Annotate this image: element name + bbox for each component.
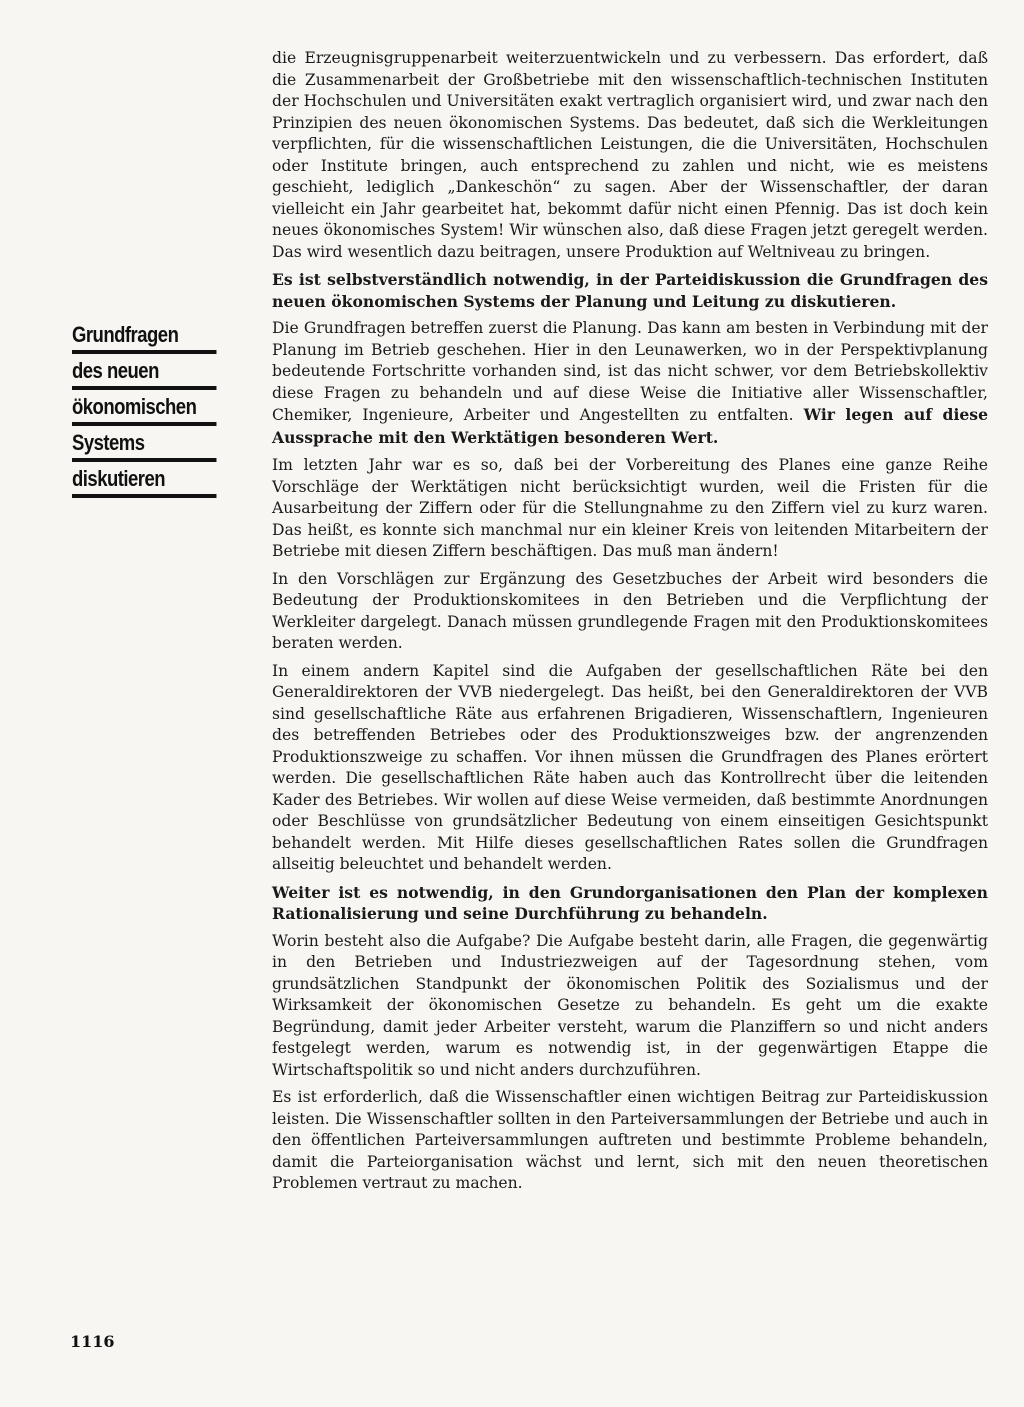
paragraph-2-emphasis: Wir legen auf diese Aussprache mit den Werktätigen besonderen Wert. bbox=[272, 405, 988, 447]
margin-heading-line-4: Systems bbox=[72, 430, 216, 462]
paragraph-6: Worin besteht also die Aufgabe? Die Aufgabe besteht darin, alle Fragen, die gegenwärtig in den Betrieben und Industriezweigen auf der Tagesordnung stehen, vom grundsätzlichen Standpunkt der ökonomischen Politik des Sozialismus und der Wirksamkeit der ökonomischen Gesetze zu behandeln. Es geht um die exakte Begründung, damit jeder Arbeiter versteht, warum die Planziffern so und nicht anders festgelegt werden, warum es notwendig ist, in der gegenwärtigen Etappe die Wirtschaftspolitik so und nicht anders durchzuführen. bbox=[272, 931, 988, 1079]
paragraph-2 bbox=[272, 318, 988, 449]
page-number: 1116 bbox=[70, 1332, 115, 1351]
margin-heading-line-5: diskutieren bbox=[72, 466, 216, 498]
paragraph-7: Es ist erforderlich, daß die Wissenschaftler einen wichtigen Beitrag zur Parteidiskussion leisten. Die Wissenschaftler sollten in den Parteiversammlungen der Betriebe und auch in den öffentlichen Parteiversammlungen auftreten und bestimmte Probleme behandeln, damit die Parteiorganisation wächst und lernt, sich mit den neuen theoretischen Problemen vertraut zu machen. bbox=[272, 1088, 988, 1192]
body-text bbox=[272, 48, 988, 1201]
margin-heading bbox=[72, 322, 244, 502]
paragraph-4: In den Vorschlägen zur Ergänzung des Gesetzbuches der Arbeit wird besonders die Bedeutung der Produktionskomitees in den Betrieben und die Verpflichtung der Werkleiter dargelegt. Danach müssen grundlegende Fragen mit den Produktionskomitees beraten werden. bbox=[272, 569, 988, 652]
paragraph-3: Im letzten Jahr war es so, daß bei der Vorbereitung des Planes eine ganze Reihe Vorschläge der Werktätigen nicht berücksichtigt wurden, weil die Fristen für die Ausarbeitung der Ziffern oder für die Stellungnahme zu den Ziffern viel zu kurz waren. Das heißt, es konnte sich manchmal nur ein kleiner Kreis von leitenden Mitarbeitern der Betriebe mit diesen Ziffern beschäftigen. Das muß man ändern! bbox=[272, 456, 988, 560]
bold-statement-2: Weiter ist es notwendig, in den Grundorganisationen den Plan der komplexen Rationalisierung und seine Durchführung zu behandeln. bbox=[272, 882, 988, 923]
paragraph-1: die Erzeugnisgruppenarbeit weiterzuentwickeln und zu verbessern. Das erfordert, daß die Zusammenarbeit der Großbetriebe mit den wissenschaftlich-technischen Instituten der Hochschulen und Universitäten exakt vertraglich organisiert wird, und zwar nach den Prinzipien des neuen ökonomischen Systems. Das bedeutet, daß sich die Werkleitungen verpflichten, für die wissenschaftlichen Leistungen, die die Universitäten, Hochschulen oder Institute bringen, auch entsprechend zu zahlen und nicht, wie es meistens geschieht, lediglich „Dankeschön“ zu sagen. Aber der Wissenschaftler, der daran vielleicht ein Jahr gearbeitet hat, bekommt dafür nicht einen Pfennig. Das ist doch kein neues ökonomisches System! Wir wünschen also, daß diese Fragen jetzt geregelt werden. Das wird wesentlich dazu beitragen, unsere Produktion auf Weltniveau zu bringen. bbox=[272, 49, 988, 261]
paragraph-2-text: Die Grundfragen betreffen zuerst die Planung. Das kann am besten in Verbindung mit der Planung im Betrieb geschehen. Hier in den Leunawerken, wo in der Perspektivplanung bedeutende Fortschritte vorhanden sind, ist das nicht schwer, vor dem Betriebskollektiv diese Fragen zu behandeln und auf diese Weise die Initiative aller Wissenschaftler, Chemiker, Ingenieure, Arbeiter und Angestellten zu entfalten. bbox=[272, 319, 988, 424]
paragraph-5: In einem andern Kapitel sind die Aufgaben der gesellschaftlichen Räte bei den Generaldirektoren der VVB niedergelegt. Das heißt, bei den Generaldirektoren der VVB sind gesellschaftliche Räte aus erfahrenen Brigadieren, Wissenschaftlern, Ingenieuren des betreffenden Betriebes oder des Produktionszweiges bzw. der angrenzenden Produktionszweige zu schaffen. Vor ihnen müssen die Grundfragen des Planes erörtert werden. Die gesellschaftlichen Räte haben auch das Kontrollrecht über die leitenden Kader des Betriebes. Wir wollen auf diese Weise vermeiden, daß bestimmte Anordnungen oder Beschlüsse von grundsätzlicher Bedeutung von einem einseitigen Gesichtspunkt behandelt werden. Mit Hilfe dieses gesellschaftlichen Rates sollen die Grundfragen allseitig beleuchtet und behandelt werden. bbox=[272, 661, 988, 873]
margin-heading-line-3: ökonomischen bbox=[72, 394, 216, 426]
margin-heading-line-2: des neuen bbox=[72, 358, 216, 390]
bold-statement-1: Es ist selbstverständlich notwendig, in der Parteidiskussion die Grundfragen des neuen ökonomischen Systems der Planung und Leitung zu diskutieren. bbox=[272, 270, 988, 311]
margin-heading-line-1: Grundfragen bbox=[72, 322, 216, 354]
